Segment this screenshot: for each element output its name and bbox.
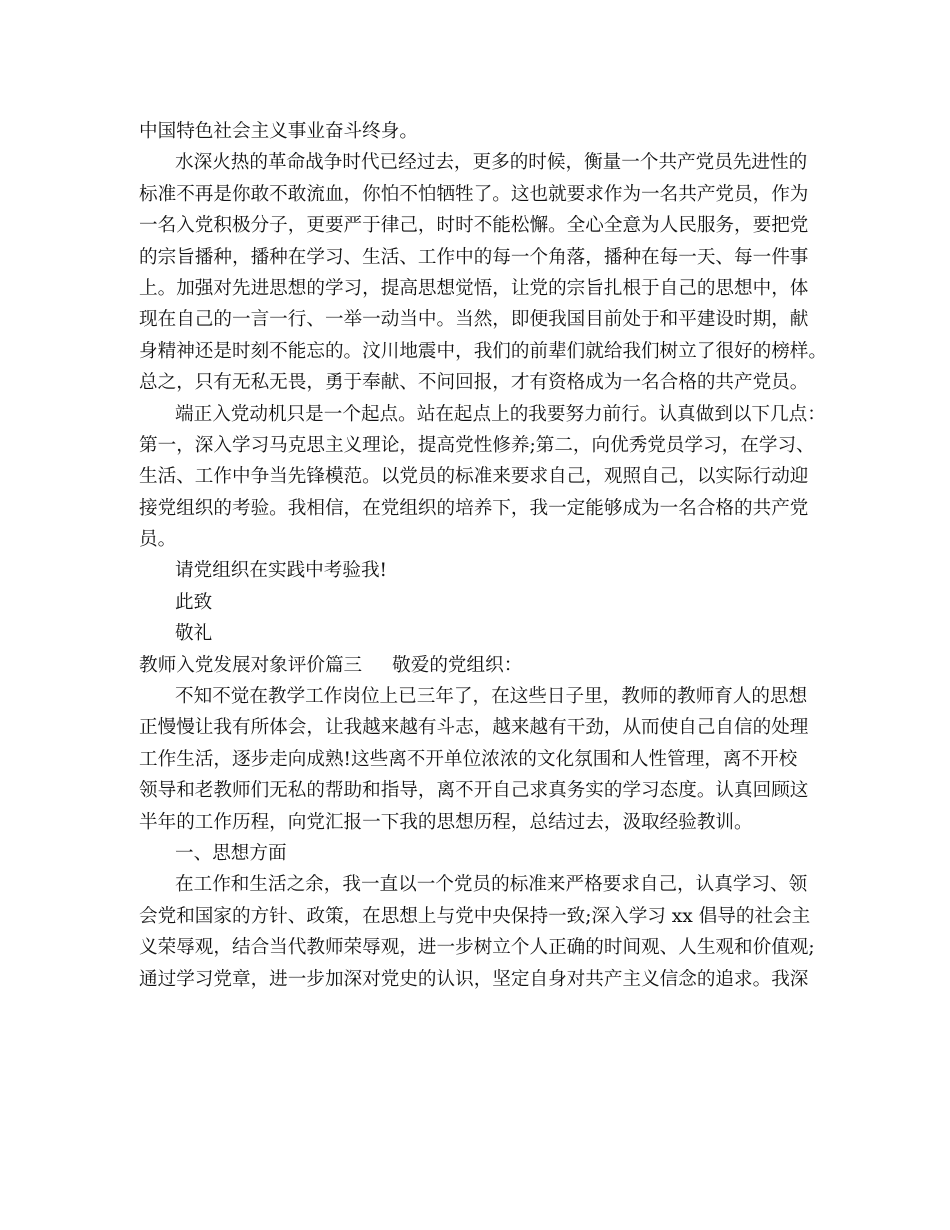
paragraph-first-line: 水深火热的革命战争时代已经过去，更多的时候，衡量一个共产党员先进性的 (175, 152, 808, 174)
closing-salutation: 此致 (175, 591, 213, 613)
paragraph-first-line: 不知不觉在教学工作岗位上已三年了，在这些日子里，教师的教师育人的思想 (175, 686, 808, 708)
subsection-heading: 一、思想方面 (175, 842, 287, 864)
text-line: 义荣辱观，结合当代教师荣辱观，进一步树立个人正确的时间观、人生观和价值观; (139, 937, 815, 959)
text-line: 的宗旨播种，播种在学习、生活、工作中的每一个角落，播种在每一天、每一件事 (139, 246, 809, 268)
document-body (139, 116, 827, 995)
text-line: 员。 (139, 529, 177, 551)
text-line: 总之，只有无私无畏，勇于奉献、不问回报，才有资格成为一名合格的共产党员。 (139, 372, 809, 394)
letter-greeting: 敬爱的党组织： (392, 654, 523, 676)
text-line: 通过学习党章，进一步加深对党史的认识，坚定自身对共产主义信念的追求。我深 (139, 968, 809, 990)
text-line: 正慢慢让我有所体会，让我越来越有斗志，越来越有干劲，从而使自己自信的处理 (139, 717, 809, 739)
closing-regards: 敬礼 (175, 623, 213, 645)
text-line: 上。加强对先进思想的学习，提高思想觉悟，让党的宗旨扎根于自己的思想中，体 (139, 277, 809, 299)
text-line: 现在自己的一言一行、一举一动当中。当然，即便我国目前处于和平建设时期，献 (139, 309, 809, 331)
paragraph-first-line: 端正入党动机只是一个起点。站在起点上的我要努力前行。认真做到以下几点： (175, 403, 826, 425)
paragraph-first-line: 请党组织在实践中考验我! (175, 560, 388, 582)
text-line: 工作生活，逐步走向成熟!这些离不开单位浓浓的文化氛围和人性管理，离不开校 (139, 748, 798, 770)
text-line: 接党组织的考验。我相信，在党组织的培养下，我一定能够成为一名合格的共产党 (139, 497, 809, 519)
text-line: 身精神还是时刻不能忘的。汶川地震中，我们的前辈们就给我们树立了很好的榜样。 (139, 340, 827, 362)
section-title: 教师入党发展对象评价篇三 (139, 654, 363, 676)
text-line: 标准不再是你敢不敢流血，你怕不怕牺牲了。这也就要求作为一名共产党员，作为 (139, 183, 809, 205)
section-heading (139, 650, 819, 681)
text-line: 第一，深入学习马克思主义理论，提高党性修养;第二，向优秀党员学习，在学习、 (139, 434, 815, 456)
text-line: 中国特色社会主义事业奋斗终身。 (139, 121, 418, 142)
text-line: 半年的工作历程，向党汇报一下我的思想历程，总结过去，汲取经验教训。 (139, 811, 753, 833)
text-line: 会党和国家的方针、政策，在思想上与党中央保持一致;深入学习 xx 倡导的社会主 (139, 905, 811, 927)
text-line: 领导和老教师们无私的帮助和指导，离不开自己求真务实的学习态度。认真回顾这 (139, 780, 809, 802)
paragraph-first-line: 在工作和生活之余，我一直以一个党员的标准来严格要求自己，认真学习、领 (175, 874, 808, 896)
text-line: 生活、工作中争当先锋模范。以党员的标准来要求自己，观照自己，以实际行动迎 (139, 466, 809, 488)
text-line: 一名入党积极分子，更要严于律己，时时不能松懈。全心全意为人民服务，要把党 (139, 215, 809, 237)
